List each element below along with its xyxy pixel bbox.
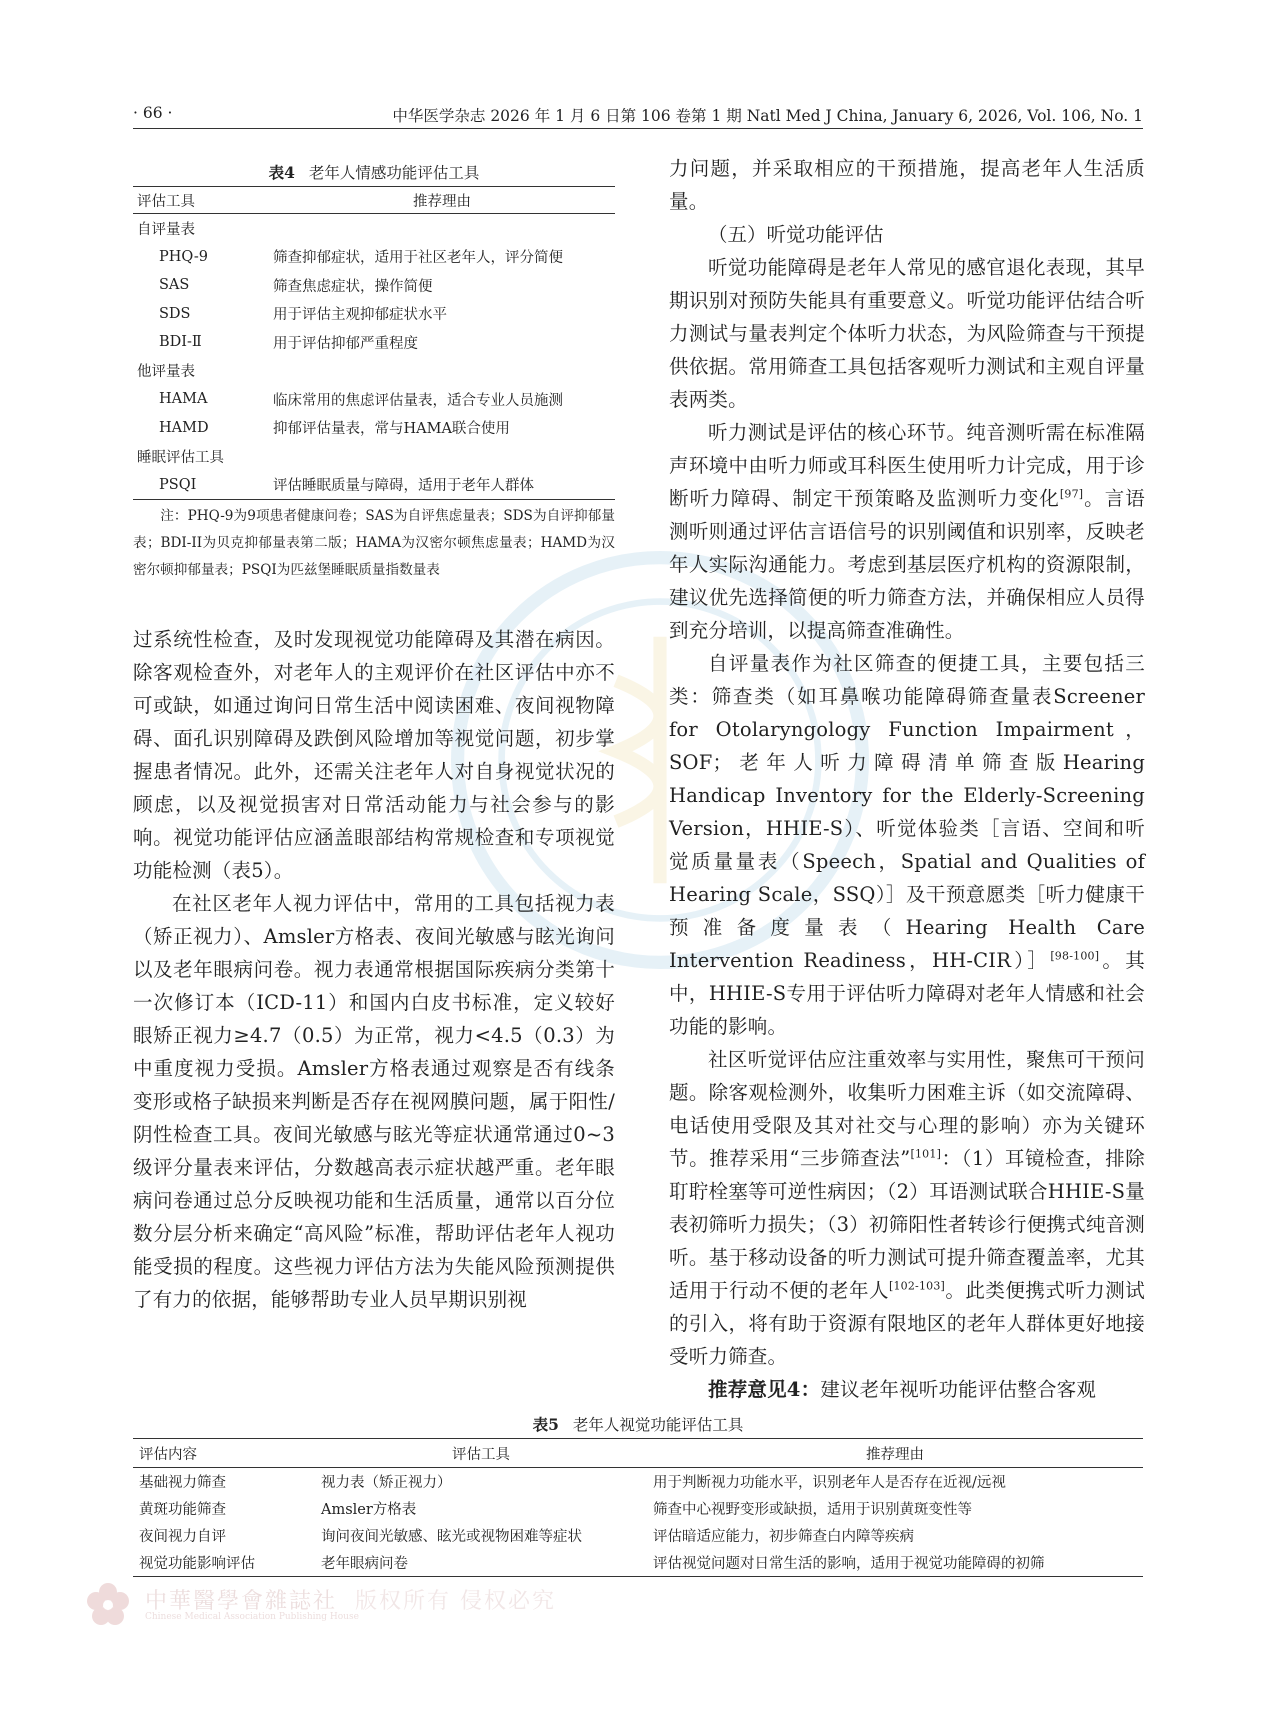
table-row — [133, 1549, 1143, 1577]
table-cell: 筛查中心视野变形或缺损，适用于识别黄斑变性等 — [653, 1502, 972, 1518]
table4-note: 注：PHQ-9为9项患者健康问卷；SAS为自评焦虑量表；SDS为自评抑郁量表；BDI-II为贝克抑郁量表第二版；HAMA为汉密尔顿焦虑量表；HAMD为汉密尔顿抑郁量表；PSQI为匹兹堡睡眠质量指数量表 — [133, 508, 615, 578]
table-cell: PHQ-9 — [159, 248, 208, 265]
table4-header-tool: 评估工具 — [133, 187, 269, 214]
page-number: · 66 · — [133, 104, 173, 122]
table-row — [133, 471, 615, 500]
table-cell — [269, 357, 615, 386]
right-column — [669, 157, 1146, 1406]
table5-label: 表5 — [532, 1415, 559, 1434]
table4-caption — [133, 160, 615, 186]
journal-citation: 中华医学杂志 2026 年 1 月 6 日第 106 卷第 1 期 Natl Med J China, January 6, 2026, Vol. 106, No. 1 — [392, 107, 1143, 125]
table5 — [133, 1438, 1143, 1577]
table4 — [133, 186, 615, 500]
table4-label: 表4 — [268, 163, 295, 182]
publisher-name-en: Chinese Medical Association Publishing House — [145, 1612, 359, 1622]
citation: [97] — [1059, 487, 1084, 501]
table-cell: 他评量表 — [137, 364, 195, 381]
left-paragraph-1: 过系统性检查，及时发现视觉功能障碍及其潜在病因。除客观检查外，对老年人的主观评价在社区评估中亦不可或缺，如通过询问日常生活中阅读困难、夜间视物障碍、面孔识别障碍及跌倒风险增加等视觉问题，初步掌握患者情况。此外，还需关注老年人对自身视觉状况的顾虑，以及视觉损害对日常活动能力与社会参与的影响。视觉功能评估应涵盖眼部结构常规检查和专项视觉功能检测（表5）。 — [133, 628, 615, 882]
table-cell: Amsler方格表 — [321, 1502, 417, 1518]
citation: [101] — [910, 1147, 942, 1161]
table-cell: HAMA — [159, 391, 208, 408]
right-paragraph-1: 听觉功能障碍是老年人常见的感官退化表现，其早期识别对预防失能具有重要意义。听觉功能评估结合听力测试与量表判定个体听力状态，为风险筛查与干预提供依据。常用筛查工具包括客观听力测试和主观自评量表两类。 — [669, 256, 1145, 411]
table-row — [133, 271, 615, 300]
left-column — [133, 160, 615, 1316]
table-cell — [269, 442, 615, 471]
table-cell: BDI-Ⅱ — [159, 334, 202, 351]
recommendation — [669, 1373, 1145, 1406]
copyright-notice: 版权所有 侵权必究 — [355, 1589, 556, 1614]
text-run: 自评量表作为社区筛查的便捷工具，主要包括三类：筛查类（如耳鼻喉功能障碍筛查量表Screener for Otolaryngology Function Impairment，SOF；老年人听力障碍清单筛查版Hearing Handicap Inventory for the Elderly-Screening Version，HHIE-S）、听觉体验类［言语、空间和听觉质量量表（Speech，Spatial and Qualities of Hearing Scale，SSQ）］及干预意愿类［听力健康干预准备度量表（Hearing Health Care Intervention Readiness，HH-CIR）］ — [669, 652, 1145, 972]
table4-title: 老年人情感功能评估工具 — [308, 164, 480, 182]
table5-header-tool: 评估工具 — [315, 1439, 647, 1468]
table-cell: HAMD — [159, 419, 209, 436]
table-row — [133, 357, 615, 386]
table-row — [133, 328, 615, 357]
table-row — [133, 385, 615, 414]
text-run: 。此类便携式听力测试的引入，将有助于资源有限地区的老年人群体更好地接受听力筛查。 — [669, 1279, 1145, 1368]
publisher-name: 中華醫學會雜誌社 — [145, 1589, 338, 1614]
table-cell: 临床常用的焦虑评估量表，适合专业人员施测 — [273, 392, 563, 409]
publisher-watermark — [83, 1580, 603, 1640]
right-paragraph-0: 力问题，并采取相应的干预措施，提高老年人生活质量。 — [669, 157, 1145, 213]
table-cell: 询问夜间光敏感、眩光或视物困难等症状 — [321, 1529, 582, 1545]
table-row — [133, 414, 615, 443]
table-cell: 筛查抑郁症状，适用于社区老年人，评分简便 — [273, 250, 563, 267]
text-run: 听力测试是评估的核心环节。纯音测听需在标准隔声环境中由听力师或耳科医生使用听力计完成，用于诊断听力障碍、制定干预策略及监测听力变化 — [669, 421, 1145, 510]
right-paragraph-3 — [669, 647, 1145, 1043]
table5-header-reason: 推荐理由 — [647, 1439, 1143, 1468]
table-cell: 用于评估主观抑郁症状水平 — [273, 307, 447, 324]
left-paragraph-2: 在社区老年人视力评估中，常用的工具包括视力表（矫正视力）、Amsler方格表、夜间光敏感与眩光询问以及老年眼病问卷。视力表通常根据国际疾病分类第十一次修订本（ICD-11）和国内白皮书标准，定义较好眼矫正视力≥4.7（0.5）为正常，视力<4.5（0.3）为中重度视力受损。Amsler方格表通过观察是否有线条变形或格子缺损来判断是否存在视网膜问题，属于阳性/阴性检查工具。夜间光敏感与眩光等症状通常通过0~3级评分量表来评估，分数越高表示症状越严重。老年眼病问卷通过总分反映视功能和生活质量，通常以百分位数分层分析来确定“高风险”标准，帮助评估老年人视功能受损的程度。这些视力评估方法为失能风险预测提供了有力的依据，能够帮助专业人员早期识别视 — [133, 892, 615, 1311]
table-cell: 基础视力筛查 — [139, 1475, 226, 1491]
table-row — [133, 1468, 1143, 1496]
right-paragraph-4 — [669, 1043, 1145, 1373]
citation: [102-103] — [888, 1279, 946, 1293]
flower-logo-icon — [83, 1580, 133, 1630]
table-cell: 筛查焦虑症状，操作简便 — [273, 278, 433, 295]
table5-title: 老年人视觉功能评估工具 — [572, 1416, 744, 1434]
table-cell: 抑郁评估量表，常与HAMA联合使用 — [273, 421, 510, 438]
table-row — [133, 442, 615, 471]
recommendation-label: 推荐意见4： — [708, 1378, 821, 1401]
table-row — [133, 300, 615, 329]
table-row — [133, 214, 615, 243]
table-row — [133, 1522, 1143, 1549]
table-cell: 夜间视力自评 — [139, 1529, 226, 1545]
table-cell: 评估暗适应能力，初步筛查白内障等疾病 — [653, 1529, 914, 1545]
text-run: 社区听觉评估应注重效率与实用性，聚焦可干预问题。除客观检测外，收集听力困难主诉（如交流障碍、电话使用受限及其对社交与心理的影响）亦为关键环节。推荐采用“三步筛查法” — [669, 1048, 1145, 1170]
table-cell: 用于判断视力功能水平，识别老年人是否存在近视/远视 — [653, 1475, 1006, 1491]
table5-caption — [133, 1412, 1143, 1438]
table-cell: PSQI — [159, 476, 197, 493]
text-run: 。其中，HHIE-S专用于评估听力障碍对老年人情感和社会功能的影响。 — [669, 949, 1145, 1038]
table-cell: 用于评估抑郁严重程度 — [273, 335, 418, 352]
table5-block — [133, 1412, 1143, 1577]
table-cell: SAS — [159, 277, 190, 294]
right-paragraph-2 — [669, 416, 1145, 647]
table-cell: 视力表（矫正视力） — [321, 1475, 452, 1491]
text-run: 。言语测听则通过评估言语信号的识别阈值和识别率，反映老年人实际沟通能力。考虑到基层医疗机构的资源限制，建议优先选择简便的听力筛查方法，并确保相应人员得到充分培训，以提高筛查准确性。 — [669, 487, 1145, 642]
citation: [98-100] — [1050, 949, 1100, 963]
table-cell: 老年眼病问卷 — [321, 1556, 408, 1572]
table-row — [133, 1495, 1143, 1522]
table-cell: 评估睡眠质量与障碍，适用于老年人群体 — [273, 478, 534, 495]
table-cell: 睡眠评估工具 — [137, 449, 224, 466]
table-cell: 评估视觉问题对日常生活的影响，适用于视觉功能障碍的初筛 — [653, 1556, 1045, 1572]
table-cell — [269, 214, 615, 243]
table5-header-content: 评估内容 — [133, 1439, 315, 1468]
page-header — [133, 104, 1143, 129]
table-cell: 自评量表 — [137, 221, 195, 238]
table4-header-reason: 推荐理由 — [269, 187, 615, 214]
table-cell: 视觉功能影响评估 — [139, 1556, 255, 1572]
text-run: ：（1）耳镜检查，排除耵聍栓塞等可逆性病因；（2）耳语测试联合HHIE-S量表初筛听力损失；（3）初筛阳性者转诊行便携式纯音测听。基于移动设备的听力测试可提升筛查覆盖率，尤其适用于行动不便的老年人 — [669, 1147, 1146, 1302]
table-cell: 黄斑功能筛查 — [139, 1502, 226, 1518]
table-cell: SDS — [159, 305, 191, 322]
recommendation-text: 建议老年视听功能评估整合客观 — [820, 1378, 1097, 1401]
table-row — [133, 243, 615, 272]
section-heading: （五）听觉功能评估 — [708, 223, 884, 246]
